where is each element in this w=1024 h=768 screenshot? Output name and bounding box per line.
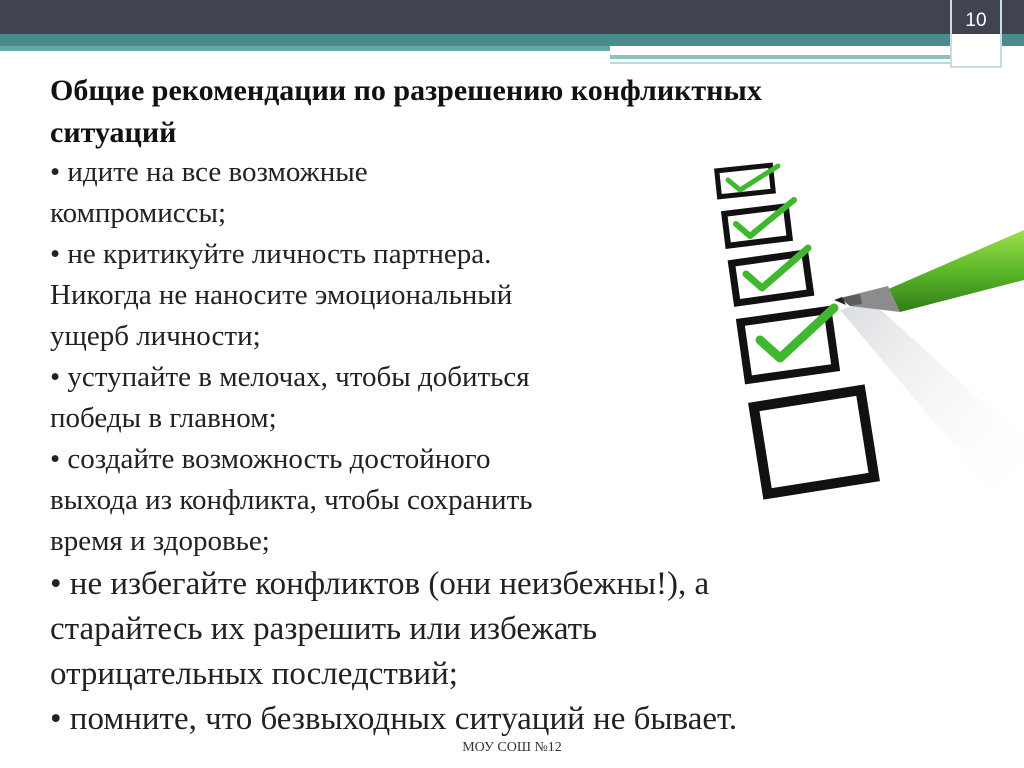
slide-title-line-1: Общие рекомендации по разрешению конфликтных: [50, 74, 762, 107]
checkbox-5: [754, 390, 874, 494]
header-stripe-right: [610, 55, 950, 59]
header-stripe: [0, 34, 1024, 46]
recommendation-list-bottom: [50, 562, 737, 742]
footer-school: МОУ СОШ №12: [462, 740, 562, 755]
header-bar: [0, 0, 1024, 34]
body-line: • уступайте в мелочах, чтобы добиться: [50, 361, 530, 393]
slide-title-line-2: ситуаций: [50, 116, 177, 149]
checkbox-1: [717, 165, 773, 197]
body-line: компромиссы;: [50, 197, 227, 229]
header-stripe-right-thin: [610, 62, 950, 64]
body-line: • не избегайте конфликтов (они неизбежны!), а: [50, 566, 710, 602]
body-line: отрицательных последствий;: [50, 656, 458, 692]
body-line: время и здоровье;: [50, 525, 270, 557]
body-line: Никогда не наносите эмоциональный: [50, 279, 513, 311]
body-line: • не критикуйте личность партнера.: [50, 238, 492, 270]
body-line: • идите на все возможные: [50, 156, 368, 188]
body-line: победы в главном;: [50, 402, 277, 434]
pen-icon: [834, 230, 1024, 312]
header-stripe-thin: [0, 46, 610, 51]
slide-number: 10: [965, 10, 987, 31]
body-line: • создайте возможность достойного: [50, 443, 491, 475]
slide-number-badge: [950, 0, 1002, 68]
body-line: старайтесь их разрешить или избежать: [50, 611, 598, 647]
body-line: выхода из конфликта, чтобы сохранить: [50, 484, 533, 516]
checklist-with-pen-icon: [700, 140, 1024, 500]
body-line: • помните, что безвыходных ситуаций не бывает.: [50, 701, 738, 737]
body-line: ущерб личности;: [50, 320, 261, 352]
recommendation-list: [50, 152, 690, 562]
